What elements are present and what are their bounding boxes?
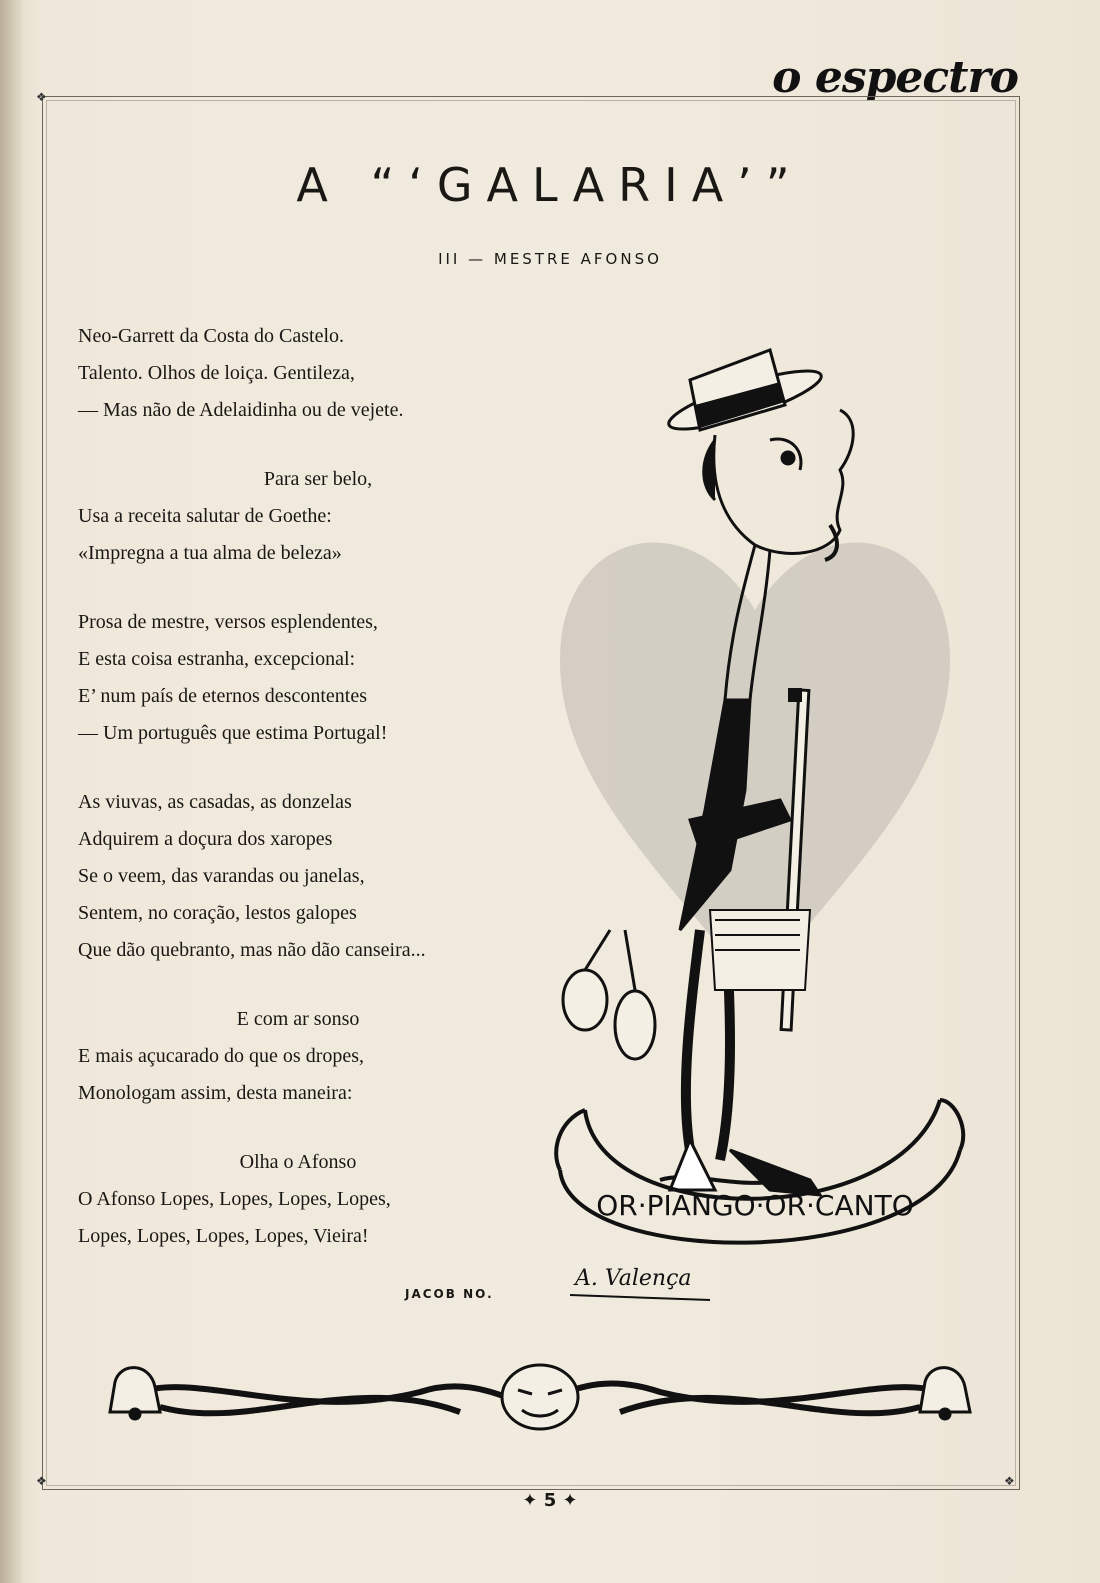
poem-stanza — [78, 461, 578, 572]
poem-stanza — [78, 318, 578, 429]
poem-line: Monologam assim, desta maneira: — [78, 1082, 353, 1104]
poem-line: Olha o Afonso — [239, 1151, 357, 1173]
poem-line: Para ser belo, — [263, 468, 373, 490]
poem-line: E com ar sonso — [236, 1008, 360, 1030]
poem-stanza — [78, 1144, 578, 1255]
poem-line: Se o veem, das varandas ou janelas, — [78, 865, 365, 887]
poem-line: E esta coisa estranha, excepcional: — [78, 648, 356, 670]
corner-ornament-icon: ❖ — [36, 90, 47, 104]
poem-line: Sentem, no coração, lestos galopes — [78, 902, 357, 924]
straw-hat-icon — [664, 350, 826, 440]
tassels-icon — [563, 930, 655, 1059]
poem-stanza — [78, 784, 578, 969]
banner-text: OR·PIANGO·OR·CANTO — [596, 1189, 914, 1222]
poem-line: Neo-Garrett da Costa do Castelo. — [78, 325, 345, 347]
artist-signature: A. Valença — [575, 1266, 692, 1291]
bell-right-icon — [920, 1368, 970, 1419]
poem-line: Que dão quebranto, mas não dão canseira... — [78, 939, 426, 961]
article-subtitle: III — MESTRE AFONSO — [438, 250, 662, 268]
author-signature: JACOB NO. — [405, 1287, 494, 1301]
page-number: ✦ 5 ✦ — [522, 1490, 578, 1511]
page-spine — [0, 0, 22, 1583]
poem-line: «Impregna a tua alma de beleza» — [78, 542, 342, 564]
masthead: o espectro — [772, 52, 1018, 103]
poem-line: E mais açucarado do que os dropes, — [78, 1045, 365, 1067]
poem-line: — Um português que estima Portugal! — [78, 722, 388, 744]
poem-line: As viuvas, as casadas, as donzelas — [78, 791, 352, 813]
poem-line: — Mas não de Adelaidinha ou de vejete. — [78, 399, 404, 421]
poem-stanza — [78, 1001, 578, 1112]
bell-left-icon — [110, 1368, 160, 1419]
mask-face-icon — [502, 1365, 578, 1429]
poem-line: Adquirem a doçura dos xaropes — [78, 828, 333, 850]
poem-line: Prosa de mestre, versos esplendentes, — [78, 611, 378, 633]
face-icon — [704, 410, 853, 560]
poem-line: Lopes, Lopes, Lopes, Lopes, Vieira! — [78, 1225, 369, 1247]
ornamental-border — [100, 1352, 980, 1442]
poem-line: O Afonso Lopes, Lopes, Lopes, Lopes, — [78, 1188, 391, 1210]
poem-line: Talento. Olhos de loiça. Gentileza, — [78, 362, 355, 384]
poem-stanza — [78, 604, 578, 752]
corner-ornament-icon: ❖ — [36, 1474, 47, 1488]
papers-icon — [710, 910, 810, 990]
corner-ornament-icon: ❖ — [1004, 1474, 1015, 1488]
poem-line: Usa a receita salutar de Goethe: — [78, 505, 332, 527]
poem-line: E’ num país de eternos descontentes — [78, 685, 367, 707]
poem — [78, 318, 578, 1287]
article-title: A “‘GALARIA’” — [296, 158, 804, 212]
caricature-illustration — [540, 310, 980, 1320]
